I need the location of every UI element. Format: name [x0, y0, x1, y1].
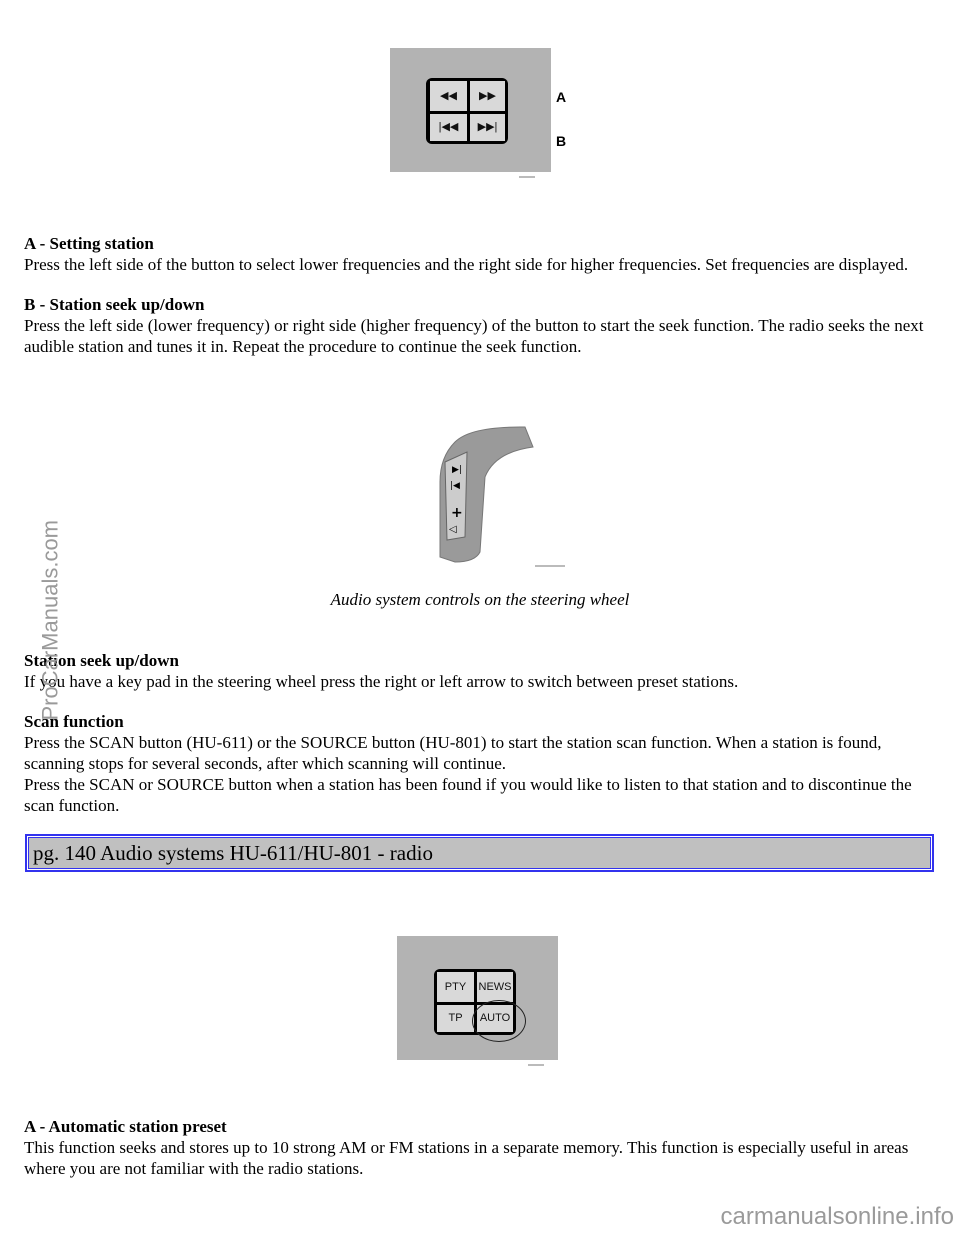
skip-forward-icon: ▶▶| [470, 114, 505, 141]
svg-text:|◀: |◀ [450, 481, 460, 491]
seek-buttons-figure [390, 48, 551, 172]
section-heading: A - Setting station [24, 234, 154, 253]
pty-key: PTY [437, 972, 474, 1002]
rds-buttons-figure [397, 936, 558, 1060]
news-key: NEWS [477, 972, 513, 1002]
section-auto-preset [24, 1116, 936, 1179]
svg-text:+: + [451, 505, 463, 521]
page-header-bar [25, 834, 934, 872]
section-text: Press the left side (lower frequency) or right side (higher frequency) of the button to start the seek function. The radio seeks the next audible station and tunes it in. Repeat the procedure to continue the seek function. [24, 316, 924, 356]
section-text: Press the SCAN button (HU-611) or the SOURCE button (HU-801) to start the station scan function. When a station is found, scanning stops for several seconds, after which scanning will continue. [24, 733, 882, 773]
auto-key: AUTO [477, 1005, 513, 1032]
figure-mark [519, 176, 535, 178]
section-text: Press the SCAN or SOURCE button when a station has been found if you would like to listen to that station and to discontinue the scan function. [24, 775, 912, 815]
section-text: Press the left side of the button to select lower frequencies and the right side for higher frequencies. Set frequencies are displayed. [24, 255, 909, 274]
rewind-icon: ◀◀ [430, 81, 467, 111]
fast-forward-icon: ▶▶ [470, 81, 505, 111]
section-setting-station [24, 233, 936, 357]
page-title: pg. 140 Audio systems HU-611/HU-801 - radio [33, 841, 433, 865]
skip-back-icon: |◀◀ [430, 114, 467, 141]
figure-label-a: A [556, 89, 567, 105]
figure-mark [528, 1064, 544, 1066]
section-text: If you have a key pad in the steering wheel press the right or left arrow to switch between preset stations. [24, 672, 739, 691]
tp-key: TP [437, 1005, 474, 1032]
steering-wheel-controls-figure [425, 422, 570, 572]
section-text: This function seeks and stores up to 10 strong AM or FM stations in a separate memory. This function is especially useful in areas where you are not familiar with the radio stations. [24, 1138, 909, 1178]
section-heading: B - Station seek up/down [24, 295, 205, 314]
figure-label-b: B [556, 133, 567, 149]
section-heading: Station seek up/down [24, 651, 179, 670]
section-heading: Scan function [24, 712, 124, 731]
section-station-seek [24, 650, 936, 816]
highlight-circle [472, 1000, 526, 1042]
section-heading: A - Automatic station preset [24, 1117, 227, 1136]
figure-caption: Audio system controls on the steering wheel [330, 590, 630, 609]
watermark-vertical: ProCarManuals.com [37, 519, 63, 721]
svg-text:◁: ◁ [449, 524, 457, 535]
svg-text:▶|: ▶| [452, 465, 462, 475]
watermark-bottom: carmanualsonline.info [720, 1203, 954, 1230]
